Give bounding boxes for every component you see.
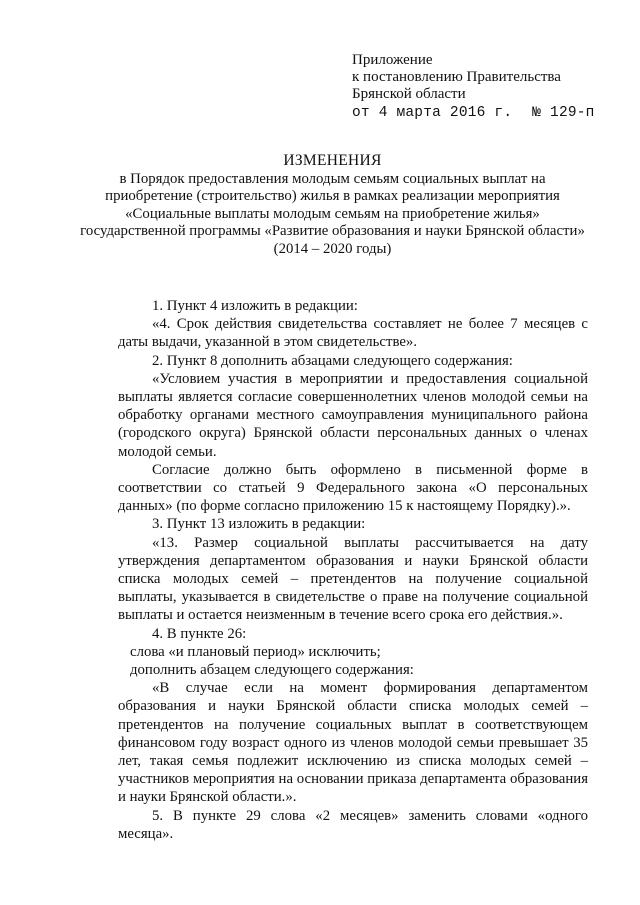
appendix-date: от 4 марта 2016 г. (352, 105, 513, 121)
paragraph-item-26-text: «В случае если на момент формирования департаментом образования и науки Брянской области списка молодых семей – претендентов на получение социальных выплат в соответствующем финансовом году возраст одного из членов молодой семьи превышает 35 лет, такая семья подлежит исключению из списка молодых семей – участников мероприятия на основании приказа департамента образования и науки Брянской области.». (118, 680, 588, 806)
title-line: «Социальные выплаты молодым семьям на приобретение жилья» (125, 205, 540, 222)
appendix-resolution-line: к постановлению Правительства (352, 69, 561, 85)
paragraph-item-2: 2. Пункт 8 дополнить абзацами следующего содержания: (152, 352, 513, 369)
paragraph-item-26-add: дополнить абзацем следующего содержания: (130, 662, 414, 679)
paragraph-item-1: 1. Пункт 4 изложить в редакции: (152, 298, 358, 314)
paragraph-item-5: 5. В пункте 29 слова «2 месяцев» заменить словами «одного месяца». (118, 807, 588, 842)
appendix-region-line: Брянской области (352, 86, 466, 102)
document-body (118, 297, 588, 843)
document-title (60, 152, 605, 259)
title-line: (2014 – 2020 годы) (273, 240, 392, 257)
paragraph-item-26-exclude: слова «и плановый период» исключить; (130, 643, 381, 660)
appendix-block (352, 52, 622, 122)
appendix-number: № 129-п (532, 105, 595, 121)
title-line: в Порядок предоставления молодым семьям социальных выплат на (119, 170, 546, 187)
appendix-label: Приложение (352, 52, 433, 68)
title-line: приобретение (строительство) жилья в рамках реализации мероприятия (105, 188, 560, 205)
title-heading: ИЗМЕНЕНИЯ (283, 152, 382, 169)
appendix-date-line (352, 105, 622, 122)
paragraph-item-8-consent: Согласие должно быть оформлено в письменной форме в соответствии со статьей 9 Федерального закона «О персональных данных» (по форме согласно приложению 15 к настоящему Порядку).». (118, 461, 588, 515)
paragraph-item-8-condition: «Условием участия в мероприятии и предоставления социальной выплаты является согласие совершеннолетних членов молодой семьи на обработку органами местного самоуправления муниципального района (городского округа) Брянской области персональных данных о членах молодой семьи. (118, 370, 588, 460)
paragraph-item-4: 4. В пункте 26: (152, 625, 247, 642)
title-line: государственной программы «Развитие образования и науки Брянской области» (80, 223, 585, 240)
paragraph-item-3: 3. Пункт 13 изложить в редакции: (152, 516, 366, 533)
paragraph-item-13-text: «13. Размер социальной выплаты рассчитывается на дату утверждения департаментом образования и науки Брянской области списка молодых семей – претендентов на получение социальной выплаты, указывается в свидетельстве о праве на получение социальной выплаты и остается неизменным в течение всего срока его действия.». (118, 534, 588, 624)
paragraph-item-4-text: «4. Срок действия свидетельства составляет не более 7 месяцев с даты выдачи, указанной в этом свидетельстве». (118, 316, 588, 351)
